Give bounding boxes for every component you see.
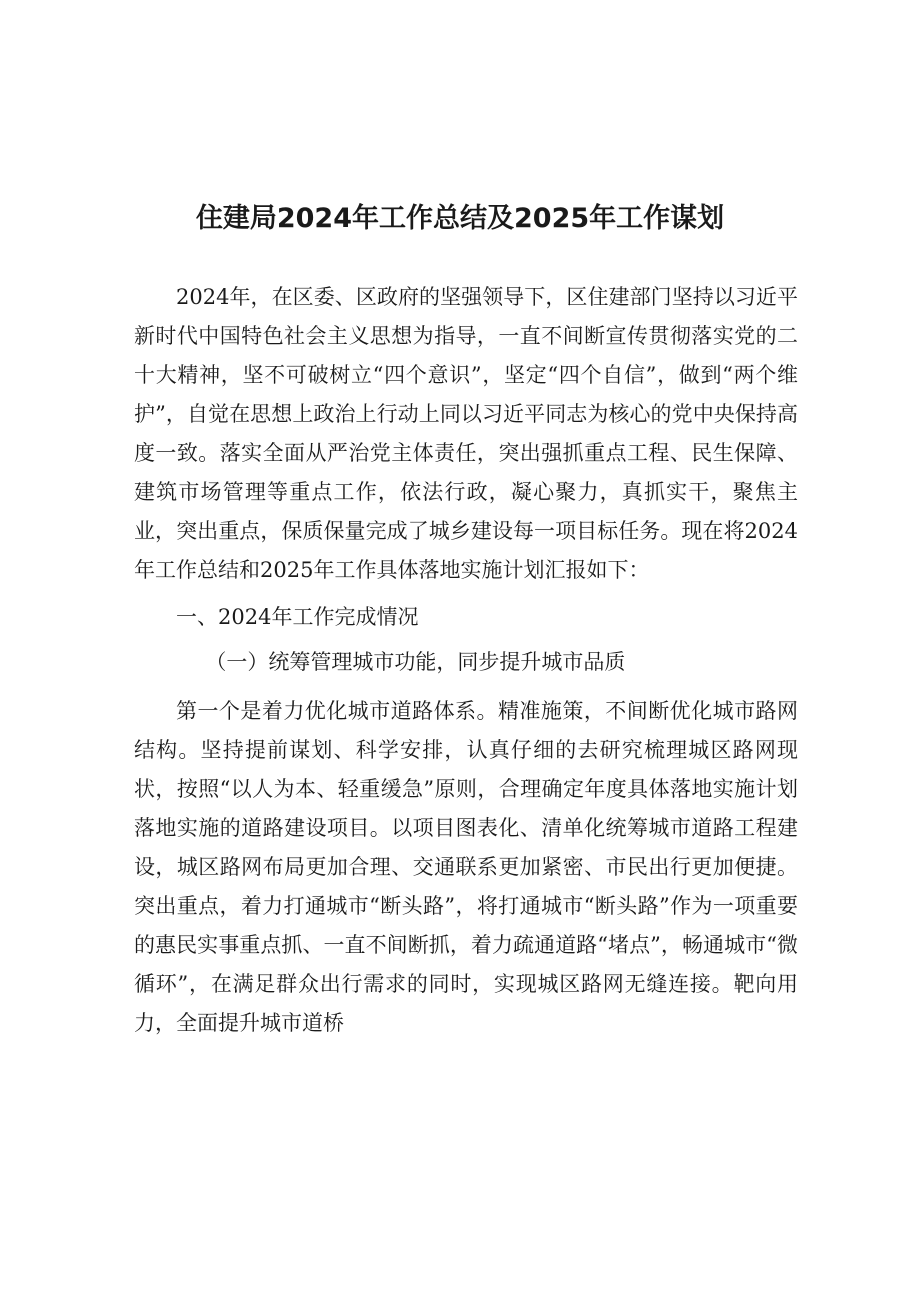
document-title: 住建局2024年工作总结及2025年工作谋划 (195, 203, 725, 234)
intro-paragraph: 2024年，在区委、区政府的坚强领导下，区住建部门坚持以习近平新时代中国特色社会主义思想为指导，一直不间断宣传贯彻落实党的二十大精神，坚不可破树立“四个意识”，坚定“四个自信”，做到“两个维护”，自觉在思想上政治上行动上同以习近平同志为核心的党中央保持高度一致。落实全面从严治党主体责任，突出强抓重点工程、民生保障、建筑市场管理等重点工作，依法行政，凝心聚力，真抓实干，聚焦主业，突出重点，保质保量完成了城乡建设每一项目标任务。现在将2024年工作总结和2025年工作具体落地实施计划汇报如下： (134, 285, 798, 582)
subsection-paragraph: 第一个是着力优化城市道路体系。精准施策，不间断优化城市路网结构。坚持提前谋划、科学安排，认真仔细的去研究梳理城区路网现状，按照“以人为本、轻重缓急”原则，合理确定年度具体落地实施计划落地实施的道路建设项目。以项目图表化、清单化统筹城市道路工程建设，城区路网布局更加合理、交通联系更加紧密、市民出行更加便捷。突出重点，着力打通城市“断头路”，将打通城市“断头路”作为一项重要的惠民实事重点抓、一直不间断抓，着力疏通道路“堵点”，畅通城市“微循环”，在满足群众出行需求的同时，实现城区路网无缝连接。靶向用力，全面提升城市道桥 (134, 699, 798, 1035)
section-heading: 一、2024年工作完成情况 (176, 605, 419, 629)
document-body (134, 278, 798, 1043)
subsection-heading: （一）统筹管理城市功能，同步提升城市品质 (205, 650, 626, 674)
